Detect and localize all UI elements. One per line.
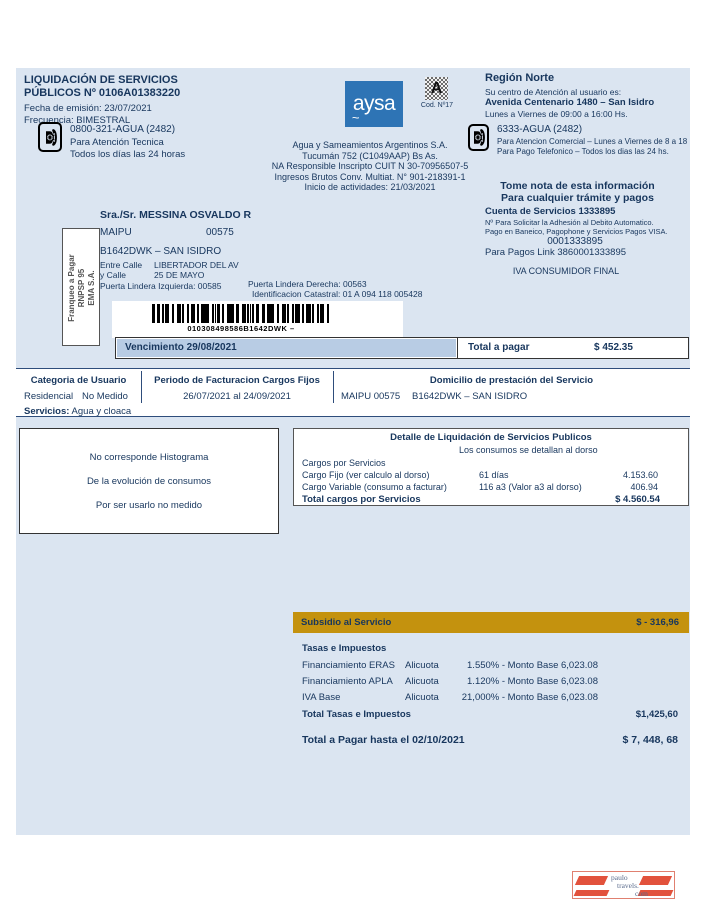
commercial-phone-line3: Para Pago Telefonico – Todos los dias las 24 hs. — [497, 147, 669, 156]
subsidy-band — [293, 612, 689, 633]
histogram-line: No corresponde Histograma — [89, 451, 209, 463]
bill-title-line1: LIQUIDACIÓN DE SERVICIOS — [24, 74, 178, 86]
total-a-pagar-label: Total a pagar — [468, 342, 530, 353]
company-line: Tucumán 752 (C1049AAP) Bs As. — [302, 150, 438, 161]
identificacion-catastral: Identificacion Catastral: 01 A 094 118 005428 — [252, 289, 423, 299]
region-title: Región Norte — [485, 72, 555, 84]
tech-phone-line2: Para Atención Tecnica — [70, 137, 164, 148]
billing-period-value: 26/07/2021 al 24/09/2021 — [183, 391, 291, 402]
aysa-logo — [345, 81, 403, 127]
phone-glyph: ☎ — [470, 128, 487, 147]
customer-name: Sra./Sr. MESSINA OSVALDO R — [100, 209, 252, 221]
region-address: Avenida Centenario 1480 – San Isidro — [485, 97, 655, 108]
customer-street: MAIPU — [100, 227, 132, 238]
services-label: Servicios: — [24, 406, 70, 417]
frequency: Frecuencia: BIMESTRAL — [24, 115, 131, 126]
subsidy-label: Subsidio al Servicio — [301, 617, 392, 628]
franqueo-box — [62, 228, 100, 346]
watermark-text: travels. — [617, 881, 639, 890]
service-address-street: MAIPU 00575 — [341, 391, 401, 402]
tech-phone-number: 0800-321-AGUA (2482) — [70, 124, 176, 135]
detail-section: Cargos por Servicios — [302, 458, 386, 468]
tax-label: Financiamiento ERAS — [302, 660, 395, 671]
bill-body — [16, 68, 690, 835]
company-line: Inicio de actividades: 21/03/2021 — [304, 182, 436, 192]
franqueo-text — [63, 229, 101, 347]
service-account-label: Cuenta de Servicios 1333895 — [485, 206, 616, 217]
note-line1: Tome nota de esta información — [500, 180, 655, 192]
histogram-line: Por ser usarlo no medido — [95, 499, 203, 511]
customer-street-number: 00575 — [206, 227, 234, 238]
watermark-logo — [572, 871, 675, 899]
due-date-band: Vencimiento 29/08/2021 — [117, 339, 456, 357]
franqueo-line: EMA S.A. — [87, 270, 96, 306]
charge-detail: 61 días — [479, 470, 509, 480]
tax-label: Financiamiento APLA — [302, 676, 393, 687]
payment-row — [115, 337, 689, 359]
metering-value: No Medido — [82, 391, 128, 402]
histogram-line: De la evolución de consumos — [86, 475, 212, 487]
detail-total-amount: $ 4.560.54 — [615, 494, 660, 505]
taxes-total-amount: $1,425,60 — [635, 709, 678, 720]
billing-period-header: Periodo de Facturacion Cargos Fijos — [154, 375, 320, 386]
tax-alicuota: Alicuota — [405, 660, 439, 671]
stamp-code: Cod. Nº17 — [420, 102, 454, 109]
entre-calle-label: Entre Calle — [100, 260, 143, 270]
watermark-shape — [575, 876, 608, 885]
account-note2: Pago en Baneico, Pagophone y Servicios Pagos VISA. — [485, 227, 668, 236]
puerta-lindera-derecha: Puerta Lindera Derecha: 00563 — [248, 279, 367, 289]
aysa-logo-text: aysa ~ — [353, 92, 395, 116]
histogram-box — [19, 428, 279, 534]
service-address-header: Domicilio de prestación del Servicio — [429, 375, 594, 386]
taxes-total-label: Total Tasas e Impuestos — [302, 709, 411, 720]
tax-rate: 21,000% - Monto Base 6,023.08 — [461, 692, 598, 703]
taxes-title: Tasas e Impuestos — [302, 643, 387, 654]
commercial-phone-number: 6333-AGUA (2482) — [497, 124, 583, 135]
category-band — [16, 368, 690, 417]
barcode-box — [112, 301, 403, 338]
payment-divider — [457, 338, 458, 358]
region-line1: Su centro de Atención al usuario es: — [485, 87, 622, 97]
bill-title-line2: PÚBLICOS Nº 0106A01383220 — [24, 87, 181, 99]
phone-glyph: ☎ — [41, 127, 59, 147]
barcode-label: 010308498586B1642DWK – — [187, 324, 295, 333]
tech-phone-icon — [38, 122, 62, 152]
note-line2: Para cualquier trámite y pagos — [501, 192, 654, 204]
grand-total-label: Total a Pagar hasta el 02/10/2021 — [302, 734, 465, 746]
charge-amount: 406.94 — [630, 482, 658, 492]
services-value: Agua y cloaca — [69, 406, 132, 417]
watermark-shape — [639, 876, 672, 885]
detail-title: Detalle de Liquidación de Servicios Publicos — [390, 432, 592, 443]
pagos-link: Para Pagos Link 3860001333895 — [485, 247, 627, 258]
puerta-lindera-izquierda: Puerta Lindera Izquierda: 00585 — [100, 281, 222, 291]
customer-city: B1642DWK – SAN ISIDRO — [100, 246, 222, 257]
company-line: Ingresos Brutos Conv. Multiat. N° 901-218391-1 — [274, 171, 466, 182]
tax-rate: 1.120% - Monto Base 6,023.08 — [467, 676, 598, 687]
company-info — [240, 140, 500, 193]
y-calle-label: y Calle — [100, 270, 126, 280]
tech-phone-line3: Todos los días las 24 horas — [70, 149, 186, 160]
account-note1: Nº Para Solicitar la Adhesión al Debito Automatico. — [485, 218, 654, 227]
charge-label: Cargo Variable (consumo a facturar) — [302, 482, 447, 492]
service-address-city: B1642DWK – SAN ISIDRO — [412, 391, 528, 402]
tax-label: IVA Base — [302, 692, 341, 703]
subsidy-amount: $ - 316,96 — [636, 617, 679, 628]
category-value: Residencial — [24, 391, 74, 402]
detail-box — [293, 428, 689, 506]
franqueo-line: Franqueo a Pagar — [67, 254, 76, 322]
franqueo-line: RNPSP 95 — [77, 268, 86, 308]
detail-total-label: Total cargos por Servicios — [302, 494, 421, 505]
charge-label: Cargo Fijo (ver calculo al dorso) — [302, 470, 430, 480]
charge-detail: 116 a3 (Valor a3 al dorso) — [479, 482, 582, 492]
postal-stamp-icon: A — [425, 77, 448, 100]
company-line: NA Responsible Inscripto CUIT N 30-70956507-5 — [271, 161, 469, 171]
company-line: Agua y Sameamientos Argentinos S.A. — [292, 140, 448, 150]
category-header: Categoria de Usuario — [30, 375, 127, 386]
commercial-phone-icon — [468, 124, 489, 151]
emission-date: Fecha de emisión: 23/07/2021 — [24, 103, 152, 114]
tax-alicuota: Alicuota — [405, 692, 439, 703]
column-divider — [333, 371, 334, 403]
total-a-pagar-value: $ 452.35 — [594, 342, 633, 353]
watermark-shape — [574, 890, 610, 896]
charge-amount: 4.153.60 — [622, 470, 658, 480]
detail-subtitle: Los consumos se detallan al dorso — [459, 445, 598, 455]
grand-total-amount: $ 7, 448, 68 — [622, 734, 678, 746]
iva-status: IVA CONSUMIDOR FINAL — [512, 266, 620, 276]
watermark-text: com — [635, 889, 648, 898]
commercial-phone-line2: Para Atencion Comercial – Lunes a Viernes de 8 a 18 — [497, 137, 688, 146]
account-number: 0001333895 — [547, 236, 603, 247]
watermark-text: paulo — [611, 873, 628, 882]
tax-rate: 1.550% - Monto Base 6,023.08 — [467, 660, 598, 671]
region-hours: Lunes a Viernes de 09:00 a 16:00 Hs. — [485, 109, 628, 119]
tax-alicuota: Alicuota — [405, 676, 439, 687]
barcode — [152, 304, 330, 323]
y-calle-value: 25 DE MAYO — [154, 270, 205, 280]
entre-calle-value: LIBERTADOR DEL AV — [154, 260, 239, 270]
